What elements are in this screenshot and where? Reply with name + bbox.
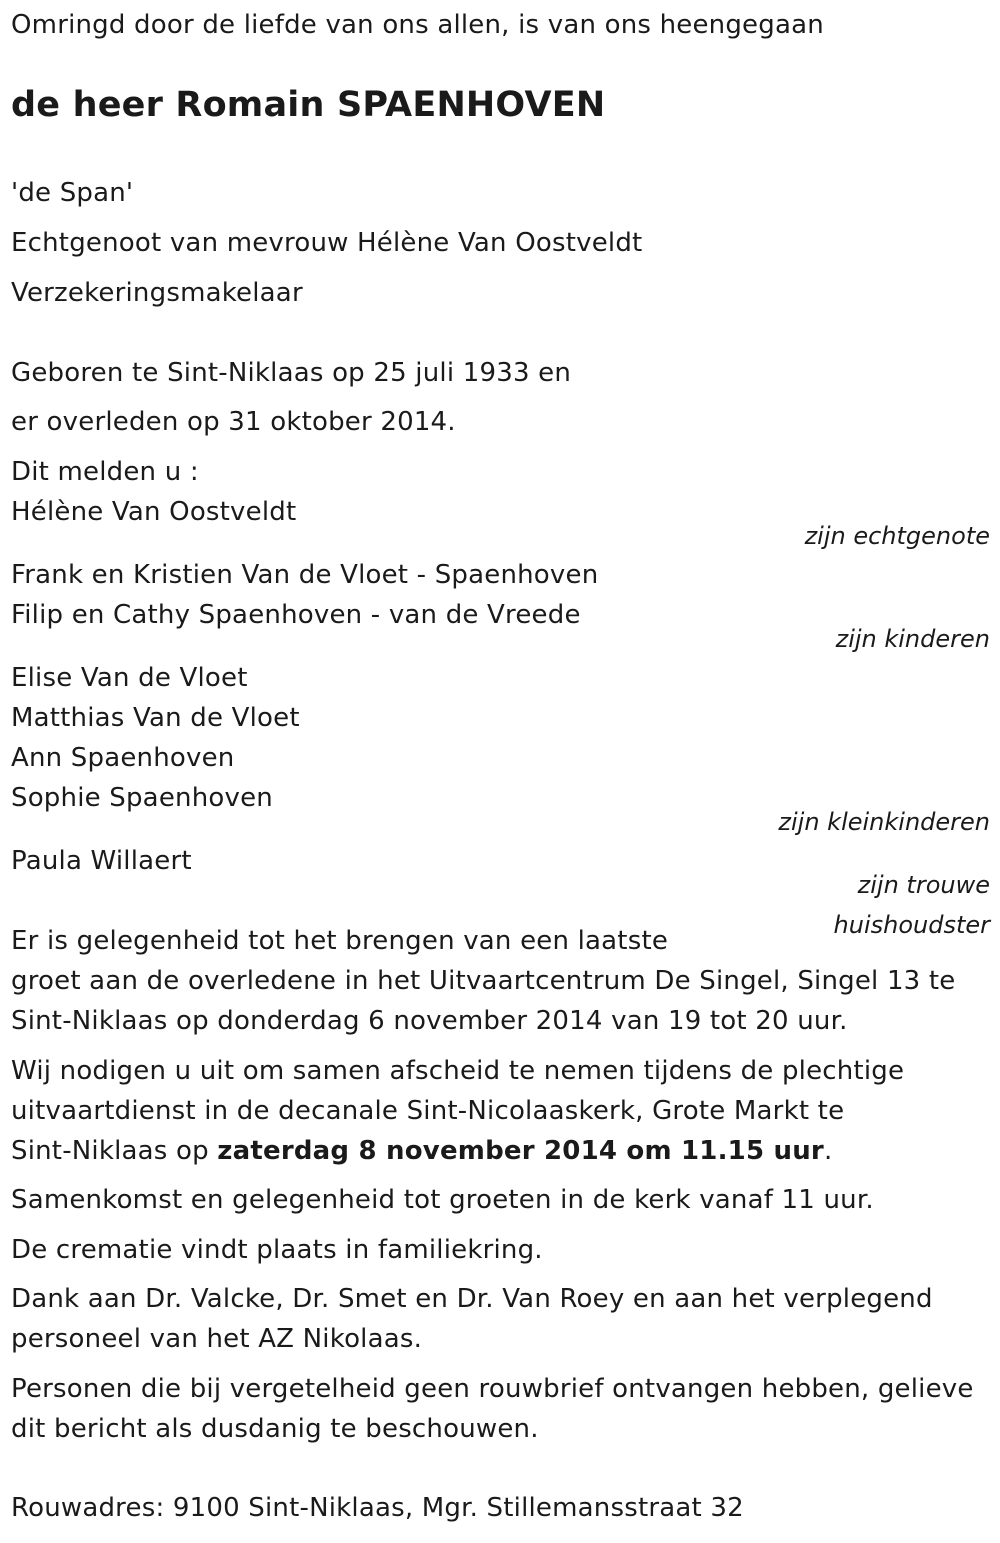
- service-prefix: Sint-Niklaas op: [11, 1136, 218, 1166]
- intro-text: Omringd door de liefde van ons allen, is van ons heengegaan: [11, 10, 824, 40]
- service-suffix: .: [823, 1136, 833, 1166]
- died-line: er overleden op 31 oktober 2014.: [11, 407, 456, 437]
- spouse-name: Hélène Van Oostveldt: [11, 497, 297, 527]
- grandchildren-role: zijn kleinkinderen: [778, 808, 990, 836]
- spouse-role: zijn echtgenote: [804, 522, 990, 550]
- profession: Verzekeringsmakelaar: [11, 278, 303, 308]
- gathering-line: Samenkomst en gelegenheid tot groeten in de kerk vanaf 11 uur.: [11, 1185, 874, 1215]
- notice-line: dit bericht als dusdanig te beschouwen.: [11, 1414, 539, 1444]
- housekeeper-role-line: zijn trouwe: [857, 871, 990, 899]
- born-line: Geboren te Sint-Niklaas op 25 juli 1933 en: [11, 358, 572, 388]
- deceased-name: de heer Romain SPAENHOVEN: [11, 85, 606, 125]
- cremation-line: De crematie vindt plaats in familiekring.: [11, 1235, 543, 1265]
- spouse-line: Echtgenoot van mevrouw Hélène Van Oostveldt: [11, 228, 643, 258]
- housekeeper-role-line: huishoudster: [833, 911, 990, 939]
- nickname: 'de Span': [11, 178, 134, 208]
- service-date: zaterdag 8 november 2014 om 11.15 uur: [217, 1136, 824, 1166]
- child-name: Filip en Cathy Spaenhoven - van de Vreede: [11, 600, 581, 630]
- visit-line: Sint-Niklaas op donderdag 6 november 2014 van 19 tot 20 uur.: [11, 1006, 848, 1036]
- service-line: uitvaartdienst in de decanale Sint-Nicolaaskerk, Grote Markt te: [11, 1096, 845, 1126]
- grandchild-name: Sophie Spaenhoven: [11, 783, 273, 813]
- grandchild-name: Elise Van de Vloet: [11, 663, 248, 693]
- visit-line: groet aan de overledene in het Uitvaartcentrum De Singel, Singel 13 te: [11, 966, 956, 996]
- grandchild-name: Ann Spaenhoven: [11, 743, 235, 773]
- child-name: Frank en Kristien Van de Vloet - Spaenhoven: [11, 560, 599, 590]
- thanks-line: Dank aan Dr. Valcke, Dr. Smet en Dr. Van Roey en aan het verplegend: [11, 1284, 933, 1314]
- visit-line: Er is gelegenheid tot het brengen van een laatste: [11, 926, 669, 956]
- notice-line: Personen die bij vergetelheid geen rouwbrief ontvangen hebben, gelieve: [11, 1374, 974, 1404]
- grandchild-name: Matthias Van de Vloet: [11, 703, 300, 733]
- children-role: zijn kinderen: [835, 625, 990, 653]
- announce-line: Dit melden u :: [11, 457, 199, 487]
- mourning-address: Rouwadres: 9100 Sint-Niklaas, Mgr. Stillemansstraat 32: [11, 1493, 744, 1523]
- service-date-line: [11, 1131, 832, 1171]
- service-line: Wij nodigen u uit om samen afscheid te nemen tijdens de plechtige: [11, 1056, 905, 1086]
- housekeeper-name: Paula Willaert: [11, 846, 192, 876]
- thanks-line: personeel van het AZ Nikolaas.: [11, 1324, 423, 1354]
